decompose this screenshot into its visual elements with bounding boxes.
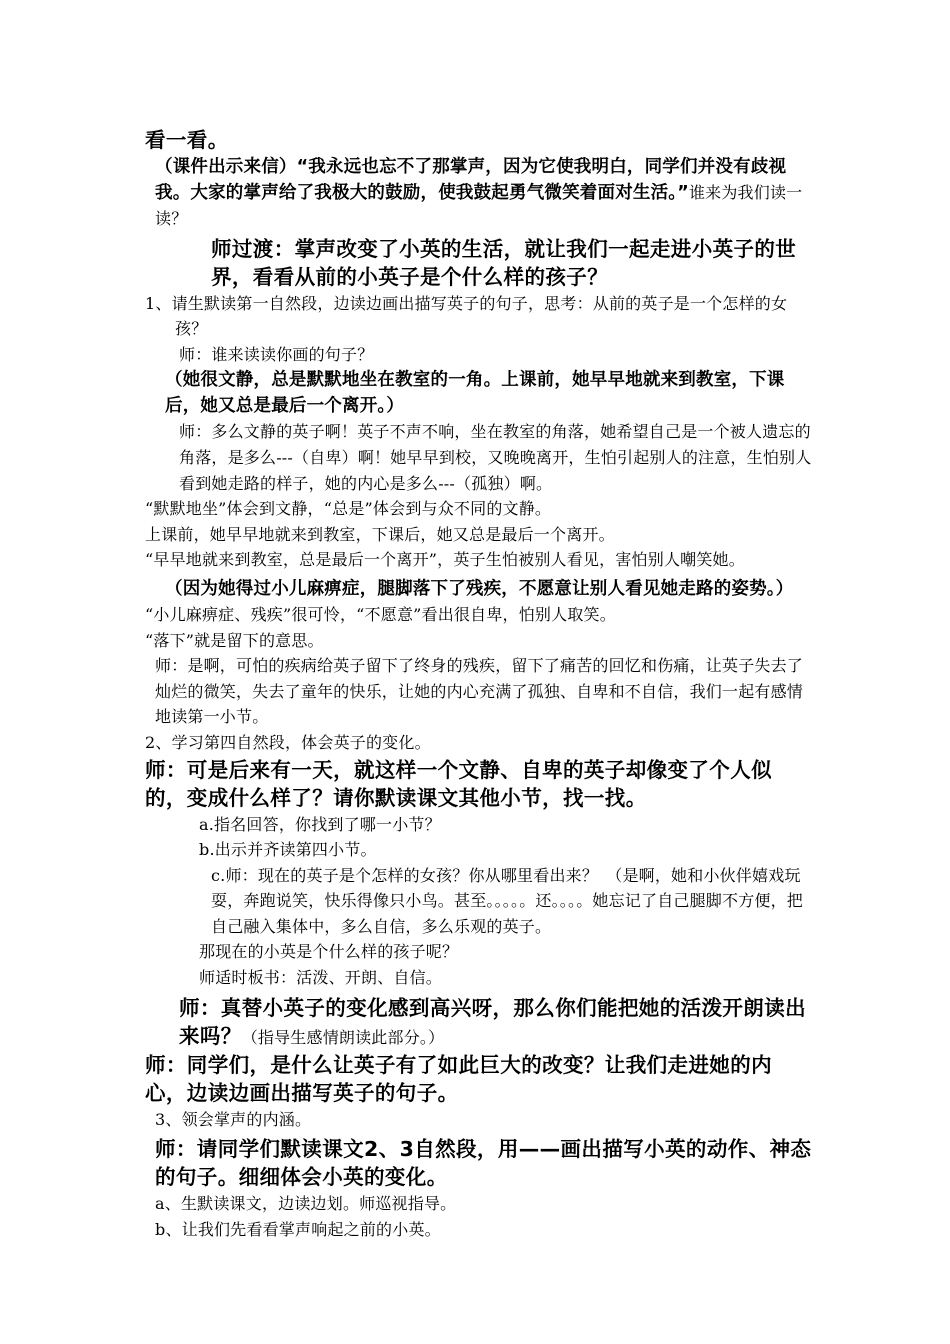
sub-a2: a、生默读课文，边读边划。师巡视指导。	[155, 1194, 457, 1214]
teacher-prompt-change: 师：可是后来有一天，就这样一个文静、自卑的英子却像变了个人似的，变成什么样了？请你默读课文其他小节，找一找。	[145, 757, 772, 810]
teacher-why-change: 师：同学们，是什么让英子有了如此巨大的改变？让我们走进她的内心，边读边画出描写英子的句子。	[145, 1052, 772, 1105]
step-1: 1、请生默读第一自然段，边读边画出描写英子的句子，思考：从前的英子是一个怎样的女孩？	[145, 293, 788, 339]
teacher-question: 师：谁来读读你画的句子？	[179, 344, 374, 364]
sub-c: c.师：现在的英子是个怎样的女孩？你从哪里看出来？ （是啊，她和小伙伴嬉戏玩耍，奔跑说笑，快乐得像只小鸟。甚至。。。。。还。。。。她忘记了自己腿脚不方便，把自己融入集体中，多么自信，多么乐观的英子。	[211, 865, 804, 936]
step-3: 3、领会掌声的内涵。	[155, 1109, 312, 1129]
question-now: 那现在的小英是个什么样的孩子呢？	[199, 942, 459, 962]
quote-polio: （因为她得过小儿麻痹症，腿脚落下了残疾，不愿意让别人看见她走路的姿势。）	[165, 578, 794, 599]
teacher-comment-quiet: 师：多么文静的英子啊！英子不声不响，坐在教室的角落，她希望自己是一个被人遗忘的角落，是多么---（自卑）啊！她早早到校，又晚晚离开，生怕引起别人的注意，生怕别人看到她走路的样子，她的内心是多么---（孤独）啊。	[179, 422, 812, 493]
teacher-comment-illness: 师：是啊，可怕的疾病给英子留下了终身的残疾，留下了痛苦的回忆和伤痛，让英子失去了灿烂的微笑，失去了童年的快乐，让她的内心充满了孤独、自卑和不自信，我们一起有感情地读第一小节。	[155, 656, 804, 727]
heading-look: 看一看。	[145, 128, 229, 152]
teacher-read-2-3: 师：请同学们默读课文2、3自然段，用——画出描写小英的动作、神态的句子。细细体会小英的变化。	[155, 1137, 812, 1190]
transition-heading: 师过渡：掌声改变了小英的生活，就让我们一起走进小英子的世界，看看从前的小英子是个什么样的孩子？	[211, 236, 797, 289]
sub-b2: b、让我们先看看掌声响起之前的小英。	[155, 1220, 441, 1240]
note-early-arrival: “早早地就来到教室，总是最后一个离开”，英子生怕被别人看见，害怕别人嘲笑她。	[145, 550, 745, 570]
guide-reading: （指导生感情朗读此部分。）	[241, 1028, 445, 1048]
sub-a: a.指名回答，你找到了哪一小节？	[199, 814, 441, 834]
letter-prompt: 谁来为我们读一读？	[155, 183, 803, 228]
note-before-class: 上课前，她早早地就来到教室，下课后，她又总是最后一个离开。	[145, 524, 615, 544]
teacher-happy: 师：真替小英子的变化感到高兴呀，那么你们能把她的活泼开朗读出来吗？	[179, 995, 806, 1049]
quote-quiet: （她很文静，总是默默地坐在教室的一角。上课前，她早早地就来到教室，下课后，她又总是最后一个离开。）	[165, 370, 785, 417]
board-writing: 师适时板书：活泼、开朗、自信。	[199, 968, 443, 988]
paragraph-happy	[145, 994, 813, 1051]
document-body	[145, 126, 813, 1243]
letter-quote: （课件出示来信）“我永远也忘不了那掌声，因为它使我明白，同学们并没有歧视我。大家的掌声给了我极大的鼓励，使我鼓起勇气微笑着面对生活。”	[155, 157, 787, 203]
note-luoxia: “落下”就是留下的意思。	[145, 630, 324, 650]
note-silent-sit: “默默地坐”体会到文静，“总是”体会到与众不同的文静。	[145, 499, 552, 519]
sub-b: b.出示并齐读第四小节。	[199, 840, 377, 860]
paragraph-letter	[145, 154, 813, 232]
note-polio: “小儿麻痹症、残疾”很可怜，“不愿意”看出很自卑，怕别人取笑。	[145, 604, 616, 624]
step-2: 2、学习第四自然段，体会英子的变化。	[145, 732, 431, 752]
